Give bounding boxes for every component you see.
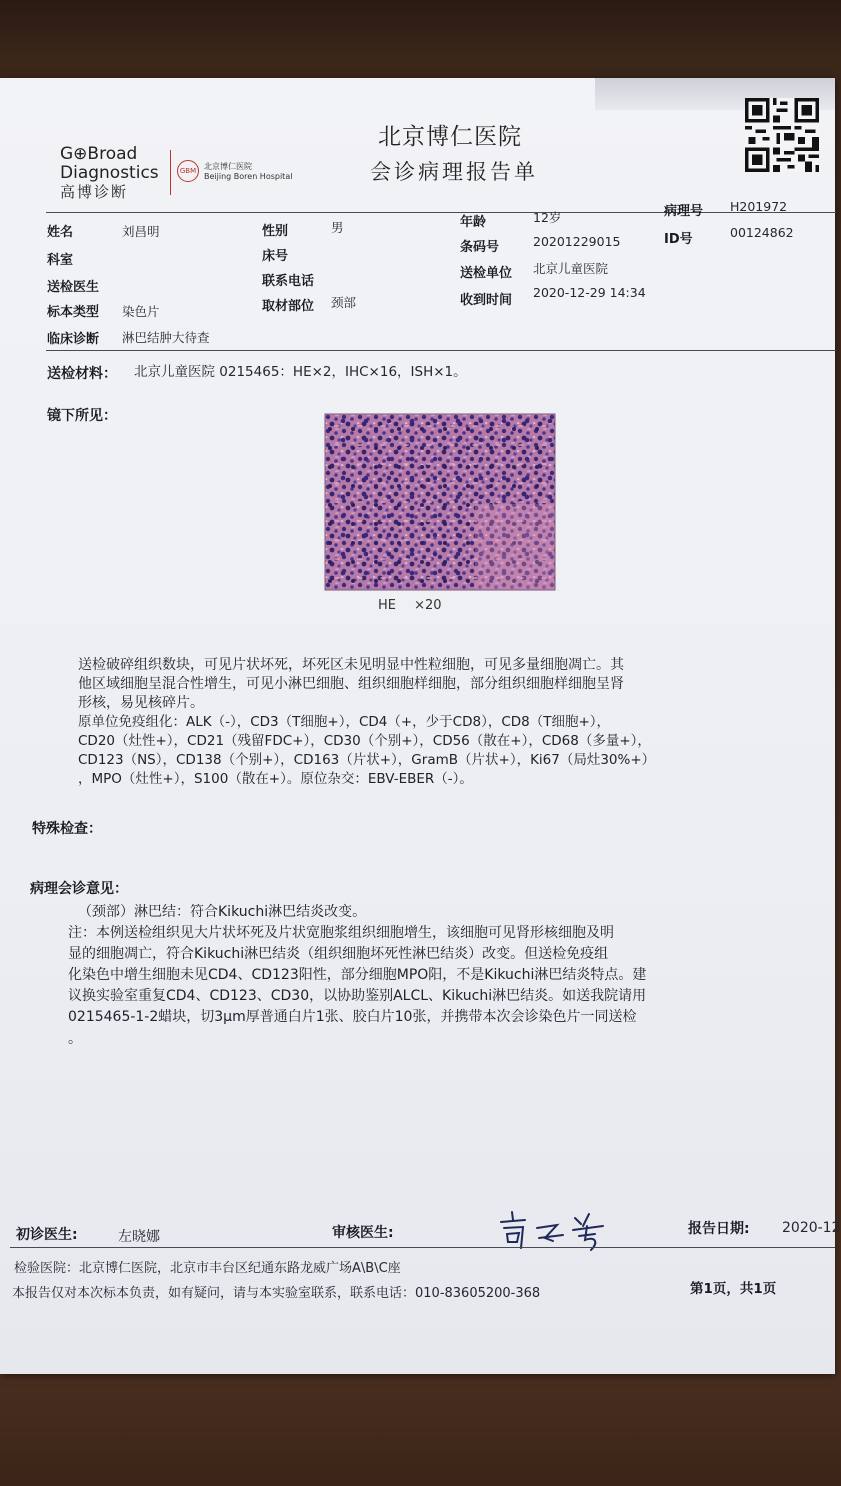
microscopy-label: 镜下所见：: [47, 408, 117, 424]
address-text: 检验医院：北京博仁医院，北京市丰台区纪通东路龙威广场A\B\C座: [14, 1261, 401, 1276]
name-value: 刘昌明: [122, 224, 160, 239]
opinion-line: 。: [68, 1031, 82, 1047]
clinical-value: 淋巴结肿大待查: [122, 330, 210, 345]
brand-line1: G⊕Broad: [60, 144, 138, 164]
barcode-label: 条码号: [460, 240, 500, 255]
page-number: 第1页，共1页: [690, 1281, 777, 1297]
bed-label: 床号: [262, 249, 289, 264]
microscopy-line: 原单位免疫组化：ALK（-），CD3（T细胞+），CD4（+，少于CD8），CD8（T细胞+），: [78, 714, 611, 730]
opinion-line: （颈部）淋巴结：符合Kikuchi淋巴结炎改变。: [78, 904, 367, 920]
hospital-name: 北京博仁医院: [378, 124, 522, 150]
specimen-label: 标本类型: [47, 305, 100, 320]
id-label: ID号: [664, 232, 693, 247]
doctor-label: 送检医生: [47, 280, 100, 295]
received-label: 收到时间: [460, 293, 513, 308]
hospital-small-name: [204, 162, 292, 182]
brand-cn: 高博诊断: [60, 183, 129, 201]
site-label: 取材部位: [262, 299, 315, 314]
qr-code-icon: [740, 98, 824, 172]
first-doctor-label: 初诊医生:: [16, 1227, 78, 1243]
microscopy-line: 形核，易见核碎片。: [78, 695, 204, 711]
microscopy-line: CD123（NS），CD138（个别+），CD163（片状+），GramB（片状+），Ki67（局灶30%+）: [78, 752, 656, 768]
gender-value: 男: [331, 220, 344, 235]
report-date-value: 2020-12: [782, 1220, 841, 1236]
report-date-label: 报告日期:: [688, 1221, 750, 1237]
special-label: 特殊检查：: [32, 821, 102, 837]
gender-label: 性别: [262, 224, 289, 239]
specimen-value: 染色片: [122, 304, 160, 319]
first-doctor-value: 左晓娜: [118, 1229, 160, 1245]
barcode-value: 20201229015: [533, 234, 621, 249]
opinion-line: 化染色中增生细胞未见CD4、CD123阳性，部分细胞MPO阳，不是Kikuchi淋巴结炎特点。建: [68, 967, 647, 983]
info-rule: [46, 350, 836, 351]
hospital-small-en: Beijing Boren Hospital: [204, 172, 293, 181]
age-value: 12岁: [533, 210, 562, 225]
footer-rule: [10, 1247, 835, 1248]
opinion-line: 注：本例送检组织见大片状坏死及片状宽胞浆组织细胞增生，该细胞可见肾形核细胞及明: [68, 925, 614, 941]
id-value: 00124862: [730, 225, 794, 240]
micrograph-caption: HE ×20: [378, 598, 442, 613]
microscopy-line: 他区域细胞呈混合性增生，可见小淋巴细胞、组织细胞样细胞，部分组织细胞样细胞呈肾: [78, 676, 624, 692]
header-rule: [46, 212, 836, 213]
microscopy-line: CD20（灶性+），CD21（残留FDC+），CD30（个别+），CD56（散在+），CD68（多量+），: [78, 733, 651, 749]
opinion-line: 0215465-1-2蜡块，切3μm厚普通白片1张、胶白片10张，并携带本次会诊染色片一同送检: [68, 1009, 637, 1025]
pathology-no-value: H201972: [730, 199, 788, 214]
reviewer-label: 审核医生:: [332, 1225, 394, 1241]
pathology-no-label: 病理号: [664, 204, 704, 219]
report-title: 会诊病理报告单: [370, 160, 538, 184]
material-label: 送检材料：: [47, 366, 117, 382]
hospital-small-cn: 北京博仁医院: [204, 162, 252, 171]
he-micrograph: [325, 414, 555, 590]
brand-line2: Diagnostics: [60, 163, 159, 183]
site-value: 颈部: [331, 295, 357, 310]
age-label: 年龄: [460, 215, 487, 230]
received-value: 2020-12-29 14:34: [533, 285, 646, 300]
logo-divider: [170, 150, 171, 195]
gobroad-logo: [60, 145, 159, 202]
opinion-line: 议换实验室重复CD4、CD123、CD30，以协助鉴别ALCL、Kikuchi淋巴结炎。如送我院请用: [68, 988, 647, 1004]
microscopy-line: 送检破碎组织数块，可见片状坏死，坏死区未见明显中性粒细胞，可见多量细胞凋亡。其: [78, 657, 624, 673]
opinion-label: 病理会诊意见：: [30, 881, 128, 897]
opinion-line: 显的细胞凋亡，符合Kikuchi淋巴结炎（组织细胞坏死性淋巴结炎）改变。但送检免疫组: [68, 946, 609, 962]
phone-label: 联系电话: [262, 274, 315, 289]
unit-label: 送检单位: [460, 266, 513, 281]
clinical-label: 临床诊断: [47, 332, 100, 347]
dept-label: 科室: [47, 253, 74, 268]
microscopy-line: ，MPO（灶性+），S100（散在+）。原位杂交：EBV-EBER（-）。: [78, 771, 473, 787]
hospital-logo-icon: GBM: [177, 160, 199, 182]
material-value: 北京儿童医院 0215465：HE×2，IHC×16，ISH×1。: [134, 364, 467, 380]
name-label: 姓名: [47, 225, 74, 240]
disclaimer-text: 本报告仅对本次标本负责，如有疑问，请与本实验室联系，联系电话：010-83605200-368: [12, 1286, 541, 1301]
unit-value: 北京儿童医院: [533, 261, 609, 276]
